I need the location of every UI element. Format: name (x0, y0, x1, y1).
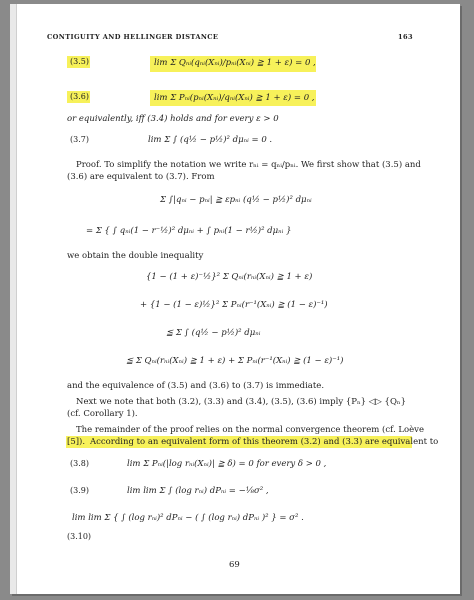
inequality-line-3: ≦ Σ ∫ (q½ − p½)² dμₙᵢ (166, 328, 261, 338)
proof-line-1: Proof. To simplify the notation we write rₙᵢ = qₙᵢ/pₙᵢ. We first show that (3.5) and (76, 160, 421, 170)
equivalently-line: or equivalently, iff (3.4) holds and for every ε > 0 (67, 114, 279, 124)
footer-page-number: 69 (229, 560, 240, 570)
running-header-page-number: 163 (398, 33, 413, 41)
document-page (10, 4, 460, 594)
display-equation-1: Σ ∫|qₙᵢ − pₙᵢ| ≧ εpₙᵢ (q½ − p½)² dμₙᵢ (160, 195, 312, 205)
inequality-line-2: + {1 − (1 − ε)½}² Σ Pₙᵢ(r⁻¹(Xₙᵢ) ≧ (1 − ε)⁻¹) (140, 300, 328, 310)
equation-label-3-8: (3.8) (70, 459, 89, 468)
equation-3-5: lim Σ Qₙᵢ(qₙᵢ(Xₙᵢ)/pₙᵢ(Xₙᵢ) ≧ 1 + ε) = 0 , (154, 58, 316, 68)
inequality-line-4: ≦ Σ Qₙᵢ(rₙᵢ(Xₙᵢ) ≧ 1 + ε) + Σ Pₙᵢ(r⁻¹(Xₙᵢ) ≧ (1 − ε)⁻¹) (126, 356, 344, 366)
equation-3-10: lim lim Σ { ∫ (log rₙᵢ)² dPₙᵢ − ( ∫ (log rₙᵢ) dPₙᵢ )² } = σ² . (72, 513, 304, 523)
equation-3-7: lim Σ ∫ (q½ − p½)² dμₙᵢ = 0 . (148, 135, 273, 145)
double-inequality-intro: we obtain the double inequality (67, 251, 204, 261)
equation-label-3-6: (3.6) (70, 92, 89, 101)
equation-3-9: lim lim Σ ∫ (log rₙᵢ) dPₙᵢ = −⅛σ² , (127, 486, 269, 496)
next-note-line: Next we note that both (3.2), (3.3) and (3.4), (3.5), (3.6) imply {Pₙ} ◁▷ {Qₙ} (76, 397, 406, 407)
equation-label-3-7: (3.7) (70, 135, 89, 144)
inequality-line-1: {1 − (1 + ε)⁻½}² Σ Qₙᵢ(rₙᵢ(Xₙᵢ) ≧ 1 + ε) (146, 272, 313, 282)
remainder-line: The remainder of the proof relies on the normal convergence theorem (cf. Loève (76, 425, 424, 435)
equivalence-immediate: and the equivalence of (3.5) and (3.6) to (3.7) is immediate. (67, 381, 325, 391)
equation-label-3-5: (3.5) (70, 57, 89, 66)
page-edge (10, 4, 17, 594)
display-equation-2: = Σ { ∫ qₙᵢ(1 − r⁻½)² dμₙᵢ + ∫ pₙᵢ(1 − r½)² dμₙᵢ } (86, 226, 292, 236)
running-header-title: CONTIGUITY AND HELLINGER DISTANCE (47, 33, 219, 41)
equation-label-3-10: (3.10) (67, 532, 92, 541)
loeve-reference: [5]). (67, 437, 86, 447)
highlighted-sentence: According to an equivalent form of this theorem (3.2) and (3.3) are equivalent to (90, 437, 439, 447)
proof-line-2: (3.6) are equivalent to (3.7). From (67, 172, 215, 182)
corollary-reference: (cf. Corollary 1). (67, 409, 138, 419)
equation-label-3-9: (3.9) (70, 486, 89, 495)
equation-3-6: lim Σ Pₙᵢ(pₙᵢ(Xₙᵢ)/qₙᵢ(Xₙᵢ) ≧ 1 + ε) = 0 , (154, 93, 315, 103)
equation-3-8: lim Σ Pₙᵢ(|log rₙᵢ(Xₙᵢ)| ≧ δ) = 0 for every δ > 0 , (127, 459, 327, 469)
